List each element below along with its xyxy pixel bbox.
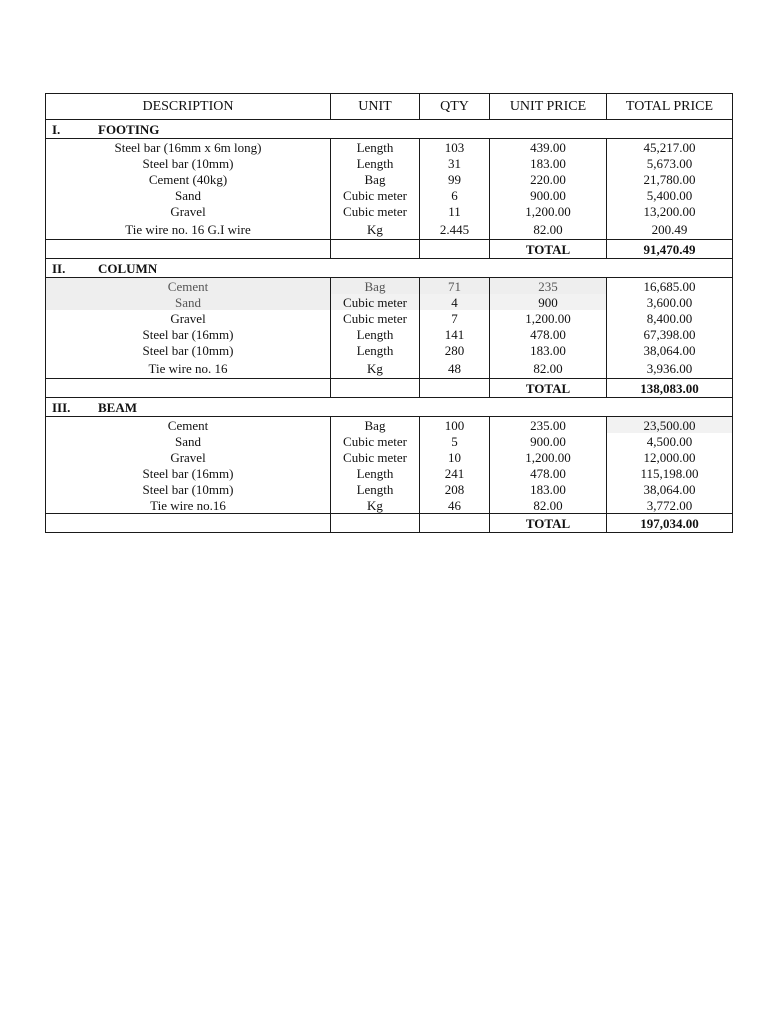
section-numeral: I. bbox=[52, 121, 61, 137]
table-row bbox=[46, 497, 733, 514]
item-total-price: 21,780.00 bbox=[607, 171, 733, 187]
item-qty: 280 bbox=[420, 342, 490, 358]
item-qty: 48 bbox=[420, 358, 490, 379]
table-row bbox=[46, 433, 733, 449]
table-row bbox=[46, 187, 733, 203]
item-total-price: 12,000.00 bbox=[607, 449, 733, 465]
section-title: BEAM bbox=[98, 399, 137, 415]
item-total-price: 5,400.00 bbox=[607, 187, 733, 203]
item-unit-price: 82.00 bbox=[490, 497, 607, 514]
table-row bbox=[46, 203, 733, 219]
item-total-price: 13,200.00 bbox=[607, 203, 733, 219]
total-value: 91,470.49 bbox=[607, 240, 733, 259]
item-description: Sand bbox=[46, 433, 331, 449]
item-total-price: 4,500.00 bbox=[607, 433, 733, 449]
item-description: Cement (40kg) bbox=[46, 171, 331, 187]
table-row bbox=[46, 171, 733, 187]
item-qty: 2.445 bbox=[420, 219, 490, 240]
item-qty: 208 bbox=[420, 481, 490, 497]
table-row bbox=[46, 465, 733, 481]
item-total-price: 16,685.00 bbox=[607, 278, 733, 295]
table-row bbox=[46, 417, 733, 434]
item-unit-price: 1,200.00 bbox=[490, 203, 607, 219]
item-unit: Length bbox=[331, 342, 420, 358]
item-total-price: 3,600.00 bbox=[607, 294, 733, 310]
section-numeral: III. bbox=[52, 399, 71, 415]
item-description: Tie wire no.16 bbox=[46, 497, 331, 514]
item-description: Tie wire no. 16 bbox=[46, 358, 331, 379]
item-unit: Cubic meter bbox=[331, 203, 420, 219]
item-unit-price: 82.00 bbox=[490, 358, 607, 379]
item-qty: 5 bbox=[420, 433, 490, 449]
item-unit-price: 439.00 bbox=[490, 139, 607, 156]
item-unit-price: 183.00 bbox=[490, 155, 607, 171]
item-total-price: 3,936.00 bbox=[607, 358, 733, 379]
item-qty: 241 bbox=[420, 465, 490, 481]
table-row bbox=[46, 294, 733, 310]
table-row bbox=[46, 155, 733, 171]
total-label: TOTAL bbox=[490, 240, 607, 259]
section-title-cell bbox=[46, 398, 733, 417]
empty-cell bbox=[331, 514, 420, 533]
total-row-column bbox=[46, 379, 733, 398]
item-description: Cement bbox=[46, 417, 331, 434]
item-unit: Cubic meter bbox=[331, 449, 420, 465]
item-unit: Cubic meter bbox=[331, 310, 420, 326]
item-unit: Length bbox=[331, 465, 420, 481]
section-heading-footing bbox=[46, 120, 733, 139]
empty-cell bbox=[331, 240, 420, 259]
item-description: Steel bar (10mm) bbox=[46, 342, 331, 358]
item-unit-price: 183.00 bbox=[490, 342, 607, 358]
item-qty: 31 bbox=[420, 155, 490, 171]
item-qty: 46 bbox=[420, 497, 490, 514]
item-unit-price: 1,200.00 bbox=[490, 310, 607, 326]
item-qty: 7 bbox=[420, 310, 490, 326]
item-qty: 99 bbox=[420, 171, 490, 187]
item-description: Steel bar (16mm) bbox=[46, 326, 331, 342]
item-qty: 100 bbox=[420, 417, 490, 434]
table-row bbox=[46, 139, 733, 156]
header-unit: UNIT bbox=[331, 94, 420, 120]
item-total-price: 38,064.00 bbox=[607, 342, 733, 358]
item-unit: Cubic meter bbox=[331, 294, 420, 310]
section-title-cell bbox=[46, 120, 733, 139]
item-qty: 10 bbox=[420, 449, 490, 465]
item-unit: Cubic meter bbox=[331, 433, 420, 449]
item-unit-price: 478.00 bbox=[490, 326, 607, 342]
item-description: Steel bar (10mm) bbox=[46, 155, 331, 171]
table-row bbox=[46, 449, 733, 465]
total-row-beam bbox=[46, 514, 733, 533]
table-row bbox=[46, 326, 733, 342]
item-description: Steel bar (16mm) bbox=[46, 465, 331, 481]
empty-cell bbox=[420, 514, 490, 533]
item-total-price: 115,198.00 bbox=[607, 465, 733, 481]
item-qty: 11 bbox=[420, 203, 490, 219]
materials-cost-table bbox=[45, 93, 733, 533]
section-title: COLUMN bbox=[98, 260, 158, 276]
header-description: DESCRIPTION bbox=[46, 94, 331, 120]
item-unit: Length bbox=[331, 326, 420, 342]
item-total-price: 67,398.00 bbox=[607, 326, 733, 342]
item-total-price: 3,772.00 bbox=[607, 497, 733, 514]
empty-cell bbox=[46, 240, 331, 259]
item-total-price: 23,500.00 bbox=[607, 417, 733, 434]
table-row bbox=[46, 342, 733, 358]
header-unit-price: UNIT PRICE bbox=[490, 94, 607, 120]
item-qty: 71 bbox=[420, 278, 490, 295]
item-unit-price: 82.00 bbox=[490, 219, 607, 240]
item-total-price: 5,673.00 bbox=[607, 155, 733, 171]
section-title: FOOTING bbox=[98, 121, 160, 137]
item-unit: Bag bbox=[331, 278, 420, 295]
item-total-price: 8,400.00 bbox=[607, 310, 733, 326]
item-description: Gravel bbox=[46, 310, 331, 326]
item-total-price: 45,217.00 bbox=[607, 139, 733, 156]
table-row bbox=[46, 310, 733, 326]
section-title-cell bbox=[46, 259, 733, 278]
item-description: Gravel bbox=[46, 449, 331, 465]
item-qty: 4 bbox=[420, 294, 490, 310]
item-unit: Bag bbox=[331, 171, 420, 187]
item-unit: Length bbox=[331, 155, 420, 171]
table-row bbox=[46, 278, 733, 295]
empty-cell bbox=[46, 514, 331, 533]
total-value: 197,034.00 bbox=[607, 514, 733, 533]
item-total-price: 200.49 bbox=[607, 219, 733, 240]
total-row-footing bbox=[46, 240, 733, 259]
total-label: TOTAL bbox=[490, 514, 607, 533]
item-description: Tie wire no. 16 G.I wire bbox=[46, 219, 331, 240]
item-unit-price: 183.00 bbox=[490, 481, 607, 497]
item-unit: Cubic meter bbox=[331, 187, 420, 203]
item-unit-price: 900.00 bbox=[490, 187, 607, 203]
header-total-price: TOTAL PRICE bbox=[607, 94, 733, 120]
table-row bbox=[46, 481, 733, 497]
item-unit: Length bbox=[331, 481, 420, 497]
item-unit: Bag bbox=[331, 417, 420, 434]
item-description: Steel bar (16mm x 6m long) bbox=[46, 139, 331, 156]
item-description: Sand bbox=[46, 187, 331, 203]
item-unit-price: 478.00 bbox=[490, 465, 607, 481]
section-heading-beam bbox=[46, 398, 733, 417]
item-qty: 103 bbox=[420, 139, 490, 156]
item-qty: 141 bbox=[420, 326, 490, 342]
total-value: 138,083.00 bbox=[607, 379, 733, 398]
item-unit: Kg bbox=[331, 497, 420, 514]
empty-cell bbox=[420, 379, 490, 398]
item-unit: Length bbox=[331, 139, 420, 156]
item-unit-price: 1,200.00 bbox=[490, 449, 607, 465]
item-unit-price: 900.00 bbox=[490, 433, 607, 449]
section-numeral: II. bbox=[52, 260, 66, 276]
item-unit-price: 235 bbox=[490, 278, 607, 295]
section-heading-column bbox=[46, 259, 733, 278]
item-unit-price: 235.00 bbox=[490, 417, 607, 434]
item-description: Sand bbox=[46, 294, 331, 310]
item-unit-price: 220.00 bbox=[490, 171, 607, 187]
table-row bbox=[46, 358, 733, 379]
table-row bbox=[46, 219, 733, 240]
item-total-price: 38,064.00 bbox=[607, 481, 733, 497]
item-description: Gravel bbox=[46, 203, 331, 219]
empty-cell bbox=[46, 379, 331, 398]
item-qty: 6 bbox=[420, 187, 490, 203]
header-row bbox=[46, 94, 733, 120]
item-unit: Kg bbox=[331, 358, 420, 379]
item-unit-price: 900 bbox=[490, 294, 607, 310]
item-unit: Kg bbox=[331, 219, 420, 240]
item-description: Steel bar (10mm) bbox=[46, 481, 331, 497]
empty-cell bbox=[420, 240, 490, 259]
header-qty: QTY bbox=[420, 94, 490, 120]
empty-cell bbox=[331, 379, 420, 398]
item-description: Cement bbox=[46, 278, 331, 295]
total-label: TOTAL bbox=[490, 379, 607, 398]
